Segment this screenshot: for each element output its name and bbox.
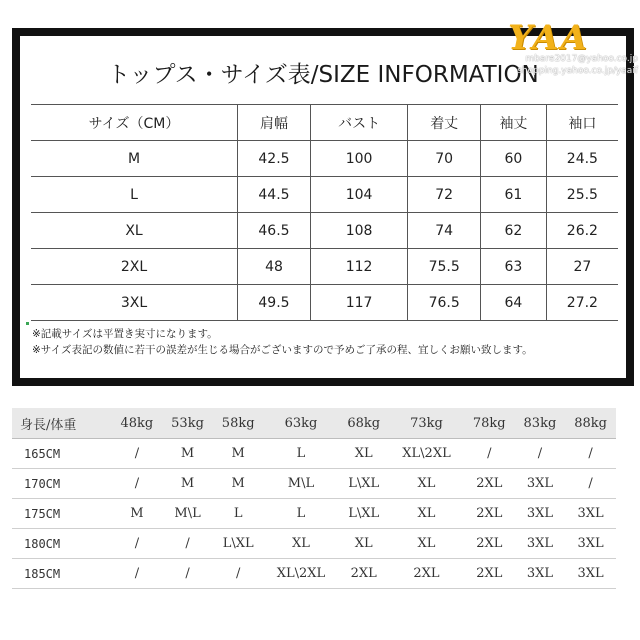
table-cell: 165CM xyxy=(12,439,112,469)
table-row xyxy=(12,559,616,589)
table-cell: XL xyxy=(338,439,389,469)
table-cell: 76.5 xyxy=(408,285,481,321)
table-cell: 46.5 xyxy=(238,213,311,249)
table-cell: 2XL xyxy=(389,559,464,589)
table-cell: L xyxy=(264,499,339,529)
note-line: ※記載サイズは平置き実寸になります。 xyxy=(32,328,218,340)
table-cell: L\XL xyxy=(213,529,264,559)
header-weight: 88kg xyxy=(565,408,616,439)
table-row xyxy=(31,177,618,213)
watermark-url: shopping.yahoo.co.jp/yaaif xyxy=(517,66,638,76)
table-row xyxy=(12,469,616,499)
table-cell: / xyxy=(162,529,213,559)
table-cell: 3XL xyxy=(565,499,616,529)
table-cell: 63 xyxy=(481,249,547,285)
table-cell: 70 xyxy=(408,141,481,177)
table-cell: M xyxy=(162,469,213,499)
note-line: ※サイズ表記の数値に若干の誤差が生じる場合がございますので予めご了承の程、宜しくお願い致します。 xyxy=(32,344,533,356)
table-cell: 60 xyxy=(481,141,547,177)
table-cell: 3XL xyxy=(31,285,238,321)
table-cell: / xyxy=(515,439,566,469)
table-cell: / xyxy=(112,529,163,559)
table-cell: 42.5 xyxy=(238,141,311,177)
table-cell: / xyxy=(565,439,616,469)
table-cell: XL xyxy=(389,469,464,499)
table-cell: XL\2XL xyxy=(389,439,464,469)
header-length: 着丈 xyxy=(408,105,481,141)
header-height-weight: 身長/体重 xyxy=(12,408,112,439)
watermark-email: mbare2017@yahoo.co.jp xyxy=(525,54,638,64)
size-chart-header-row xyxy=(31,105,618,141)
table-row xyxy=(31,141,618,177)
table-cell: 24.5 xyxy=(546,141,618,177)
header-weight: 78kg xyxy=(464,408,515,439)
table-cell: M xyxy=(213,439,264,469)
table-cell: / xyxy=(464,439,515,469)
table-row xyxy=(31,213,618,249)
table-cell: L\XL xyxy=(338,499,389,529)
decorative-dot xyxy=(26,322,29,325)
table-cell: 100 xyxy=(310,141,407,177)
table-cell: XL xyxy=(31,213,238,249)
header-weight: 48kg xyxy=(112,408,163,439)
table-cell: 64 xyxy=(481,285,547,321)
table-cell: M xyxy=(162,439,213,469)
header-weight: 58kg xyxy=(213,408,264,439)
header-size: サイズ（CM） xyxy=(31,105,238,141)
table-row xyxy=(31,285,618,321)
table-cell: 2XL xyxy=(464,469,515,499)
table-cell: 25.5 xyxy=(546,177,618,213)
table-cell: 2XL xyxy=(464,499,515,529)
table-cell: 117 xyxy=(310,285,407,321)
table-cell: 2XL xyxy=(338,559,389,589)
table-cell: 3XL xyxy=(515,469,566,499)
table-cell: 2XL xyxy=(31,249,238,285)
table-cell: / xyxy=(213,559,264,589)
header-cuff: 袖口 xyxy=(546,105,618,141)
table-cell: XL\2XL xyxy=(264,559,339,589)
size-notes xyxy=(32,326,533,358)
header-weight: 53kg xyxy=(162,408,213,439)
table-cell: 49.5 xyxy=(238,285,311,321)
table-row xyxy=(12,499,616,529)
header-shoulder: 肩幅 xyxy=(238,105,311,141)
table-cell: M xyxy=(112,499,163,529)
table-cell: 3XL xyxy=(565,559,616,589)
table-cell: L\XL xyxy=(338,469,389,499)
table-cell: / xyxy=(112,559,163,589)
table-cell: 62 xyxy=(481,213,547,249)
table-cell: 3XL xyxy=(565,529,616,559)
table-cell: 75.5 xyxy=(408,249,481,285)
table-cell: M xyxy=(213,469,264,499)
table-cell: 108 xyxy=(310,213,407,249)
table-cell: M xyxy=(31,141,238,177)
table-cell: 27 xyxy=(546,249,618,285)
table-cell: M\L xyxy=(264,469,339,499)
table-cell: 61 xyxy=(481,177,547,213)
table-cell: 27.2 xyxy=(546,285,618,321)
table-cell: 3XL xyxy=(515,499,566,529)
table-cell: 185CM xyxy=(12,559,112,589)
height-weight-header-row xyxy=(12,408,616,439)
table-cell: 2XL xyxy=(464,559,515,589)
table-cell: 175CM xyxy=(12,499,112,529)
table-cell: 74 xyxy=(408,213,481,249)
table-row xyxy=(12,439,616,469)
table-cell: 180CM xyxy=(12,529,112,559)
table-cell: 26.2 xyxy=(546,213,618,249)
table-cell: L xyxy=(31,177,238,213)
table-cell: M\L xyxy=(162,499,213,529)
size-chart-title: トップス・サイズ表/SIZE INFORMATION xyxy=(107,62,539,88)
table-cell: L xyxy=(264,439,339,469)
table-row xyxy=(31,249,618,285)
table-cell: / xyxy=(112,469,163,499)
table-cell: 72 xyxy=(408,177,481,213)
table-cell: 104 xyxy=(310,177,407,213)
header-weight: 63kg xyxy=(264,408,339,439)
table-cell: 3XL xyxy=(515,529,566,559)
table-cell: / xyxy=(565,469,616,499)
table-cell: XL xyxy=(389,529,464,559)
table-cell: L xyxy=(213,499,264,529)
table-cell: 170CM xyxy=(12,469,112,499)
table-cell: 44.5 xyxy=(238,177,311,213)
table-cell: XL xyxy=(389,499,464,529)
table-cell: 48 xyxy=(238,249,311,285)
table-cell: 2XL xyxy=(464,529,515,559)
size-chart-frame xyxy=(12,28,634,386)
size-chart-table xyxy=(31,104,618,321)
table-cell: XL xyxy=(264,529,339,559)
table-cell: 3XL xyxy=(515,559,566,589)
table-cell: / xyxy=(162,559,213,589)
header-weight: 68kg xyxy=(338,408,389,439)
header-sleeve: 袖丈 xyxy=(481,105,547,141)
header-weight: 73kg xyxy=(389,408,464,439)
table-row xyxy=(12,529,616,559)
header-weight: 83kg xyxy=(515,408,566,439)
table-cell: 112 xyxy=(310,249,407,285)
shop-logo: YAA xyxy=(508,18,589,58)
header-bust: バスト xyxy=(310,105,407,141)
table-cell: XL xyxy=(338,529,389,559)
table-cell: / xyxy=(112,439,163,469)
height-weight-table xyxy=(12,408,616,589)
